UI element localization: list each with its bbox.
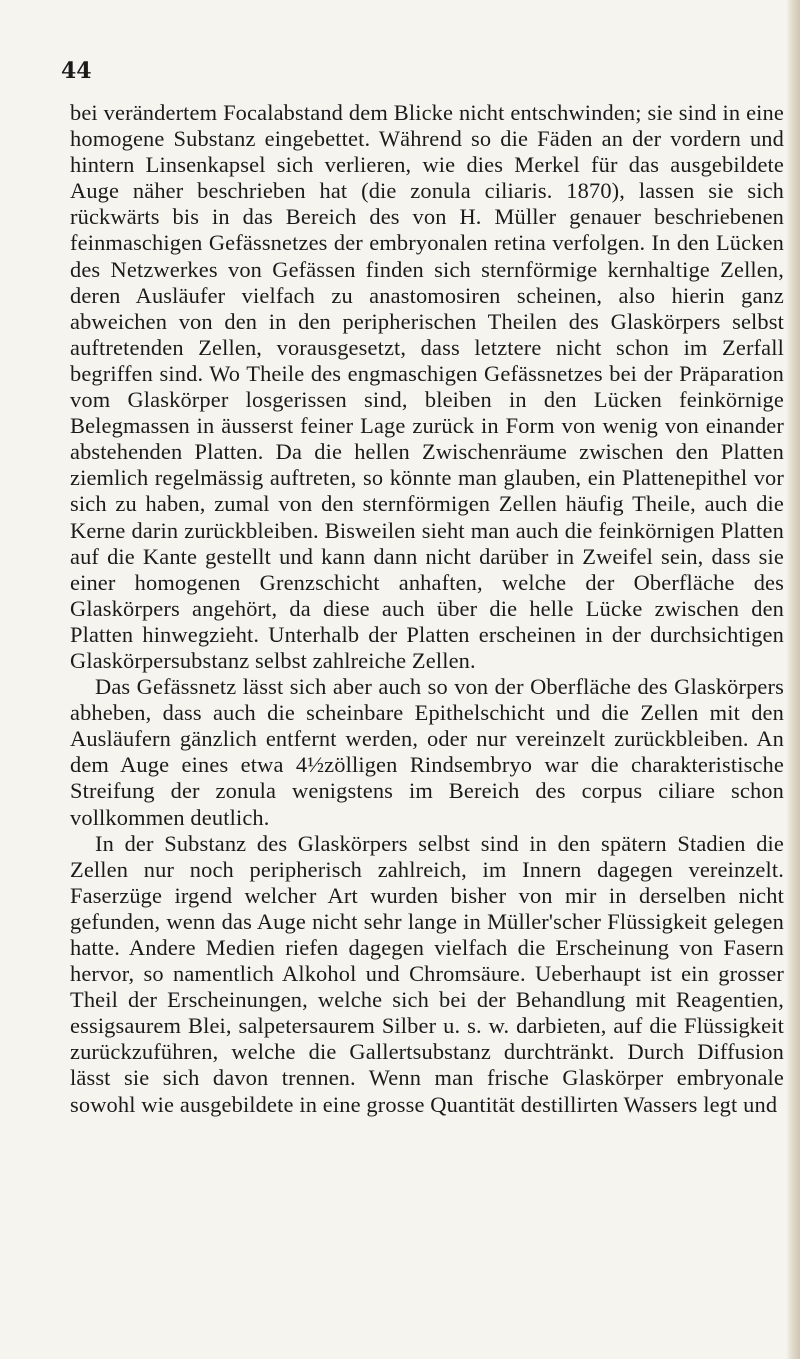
paragraph: Das Gefässnetz lässt sich aber auch so von der Oberfläche des Glaskörpers abheben, dass auch die scheinbare Epithelschicht und die Zellen mit den Ausläufern gänzlich entfernt werden, oder nur vereinzelt zurückbleiben. An dem Auge eines etwa 4½zölligen Rindsembryo war die charakteristische Streifung der zonula wenigstens im Bereich des corpus ciliare schon vollkommen deutlich.: [70, 674, 784, 830]
body-text: [70, 100, 784, 1118]
page-number: 44: [61, 58, 92, 84]
paragraph: bei verändertem Focalabstand dem Blicke nicht entschwinden; sie sind in eine homogene Substanz eingebettet. Während so die Fäden an der vordern und hintern Linsenkapsel sich verlieren, wie dies Merkel für das ausgebildete Auge näher beschrieben hat (die zonula ciliaris. 1870), lassen sie sich rückwärts bis in das Bereich des von H. Müller genauer beschriebenen feinmaschigen Gefässnetzes der embryonalen retina verfolgen. In den Lücken des Netzwerkes von Gefässen finden sich sternförmige kernhaltige Zellen, deren Ausläufer vielfach zu anastomosiren scheinen, also hierin ganz abweichen von den in den peripherischen Theilen des Glaskörpers selbst auftretenden Zellen, vorausgesetzt, dass letztere nicht schon im Zerfall begriffen sind. Wo Theile des engmaschigen Gefässnetzes bei der Präparation vom Glaskörper losgerissen sind, bleiben in den Lücken feinkörnige Belegmassen in äusserst feiner Lage zurück in Form von wenig von einander abstehenden Platten. Da die hellen Zwischenräume zwischen den Platten ziemlich regelmässig auftreten, so könnte man glauben, ein Plattenepithel vor sich zu haben, zumal von den sternförmigen Zellen häufig Theile, auch die Kerne darin zurückbleiben. Bisweilen sieht man auch die feinkörnigen Platten auf die Kante gestellt und kann dann nicht darüber in Zweifel sein, dass sie einer homogenen Grenzschicht anhaften, welche der Oberfläche des Glaskörpers angehört, da diese auch über die helle Lücke zwischen den Platten hinwegzieht. Unterhalb der Platten erscheinen in der durchsichtigen Glaskörpersubstanz selbst zahlreiche Zellen.: [70, 100, 784, 673]
facing-page-edge: [786, 0, 800, 1359]
paragraph: In der Substanz des Glaskörpers selbst sind in den spätern Stadien die Zellen nur noch peripherisch zahlreich, im Innern dagegen vereinzelt. Faserzüge irgend welcher Art wurden bisher von mir in derselben nicht gefunden, wenn das Auge nicht sehr lange in Müller'scher Flüssigkeit gelegen hatte. Andere Medien riefen dagegen vielfach die Erscheinung von Fasern hervor, so namentlich Alkohol und Chromsäure. Ueberhaupt ist ein grosser Theil der Erscheinungen, welche sich bei der Behandlung mit Reagentien, essigsaurem Blei, salpetersaurem Silber u. s. w. darbieten, auf die Flüssigkeit zurückzuführen, welche die Gallertsubstanz durchtränkt. Durch Diffusion lässt sie sich davon trennen. Wenn man frische Glaskörper embryonale sowohl wie ausgebildete in eine grosse Quantität destillirten Wassers legt und: [70, 830, 784, 1117]
